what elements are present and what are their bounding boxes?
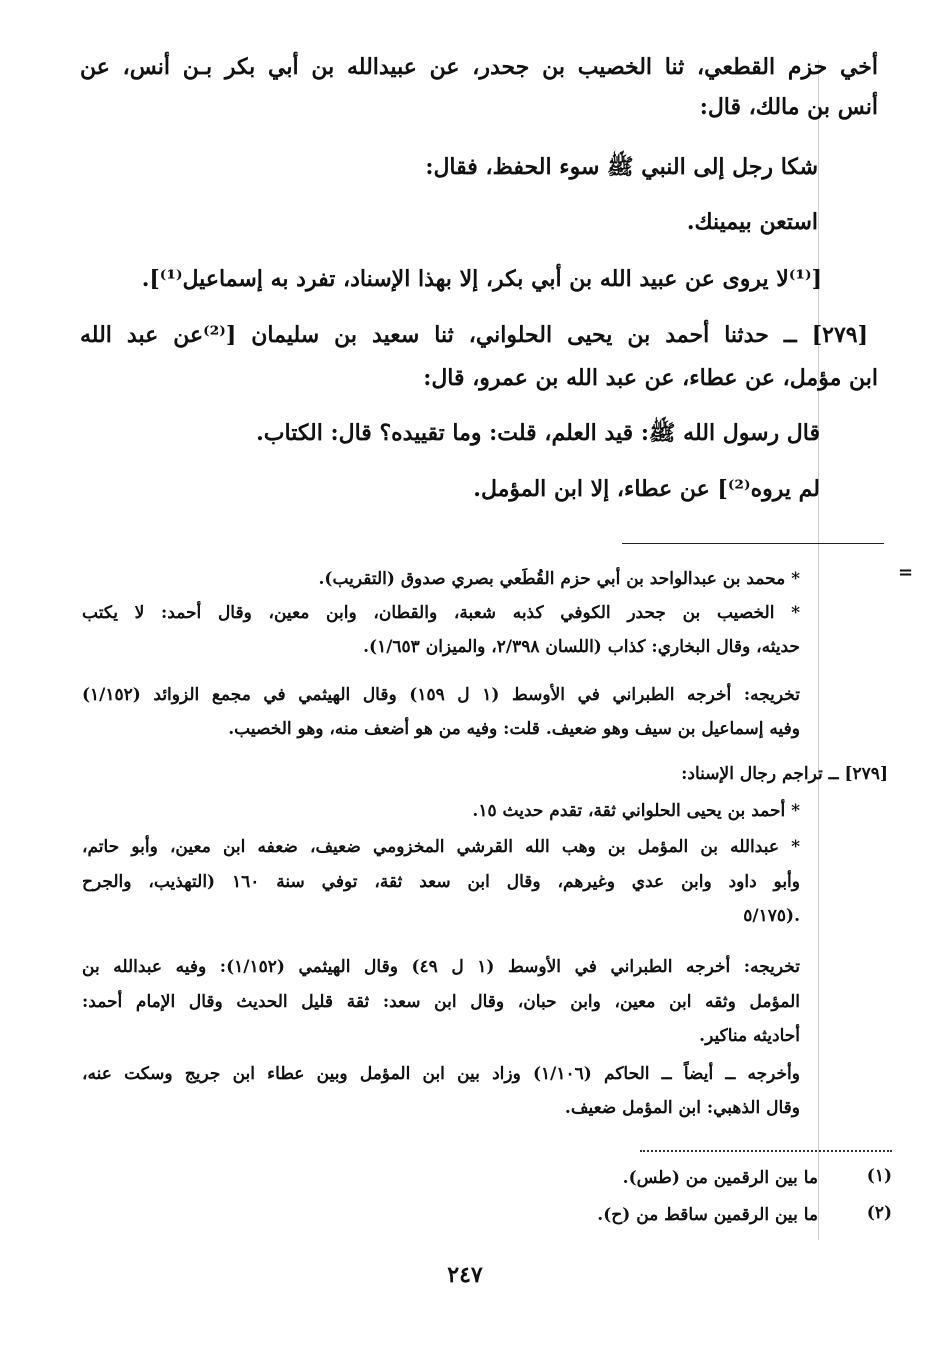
commentary-line-10: ٥/١٧٥). — [743, 906, 800, 926]
commentary-line-9: وأبو داود وابن عدي وغيرهم، وقال ابن سعد ثقة، توفي سنة ١٦٠ (التهذيب، والجرح — [82, 872, 800, 892]
commentary-line-2: * الخصيب بن جحدر الكوفي كذبه شعبة، والقطان، وابن معين، وقال أحمد: لا يكتب — [82, 603, 800, 623]
commentary-line-14: وأخرجه ــ أيضاً ــ الحاكم (١/١٠٦) وزاد بين ابن المؤمل وبين عطاء ابن جريج وسكت عنه، — [82, 1064, 800, 1084]
commentary-line-3: حديثه، وقال البخاري: كذاب (اللسان ٢/٣٩٨، والميزان ١/٦٥٣). — [363, 637, 800, 657]
page-number: ٢٤٧ — [447, 1262, 483, 1288]
main-line-7: ابن مؤمل، عن عطاء، عن عبد الله بن عمرو، قال: — [423, 365, 878, 391]
main-line-6: [٢٧٩] ــ حدثنا أحمد بن يحيى الحلواني، ثنا سعيد بن سليمان [⁽²⁾عن عبد الله — [80, 322, 868, 348]
commentary-line-7: * أحمد بن يحيى الحلواني ثقة، تقدم حديث ١٥. — [472, 801, 800, 821]
commentary-line-11: تخريجه: أخرجه الطبراني في الأوسط (١ ل ٤٩) وقال الهيثمي (١/١٥٢): وفيه عبدالله بن — [82, 957, 800, 977]
commentary-line-12: المؤمل وثقه ابن معين، وابن حبان، وقال ابن سعد: ثقة قليل الحديث وقال الإمام أحمد: — [82, 992, 800, 1012]
main-line-2: أنس بن مالك، قال: — [699, 94, 878, 120]
commentary-line-13: أحاديثه مناكير. — [699, 1026, 800, 1046]
footnote-2-text: ما بين الرقمين ساقط من (ح). — [597, 1205, 818, 1225]
main-line-3: شكا رجل إلى النبي ﷺ سوء الحفظ، فقال: — [425, 154, 818, 180]
commentary-line-15: وقال الذهبي: ابن المؤمل ضعيف. — [564, 1098, 800, 1118]
main-line-8: قال رسول الله ﷺ: قيد العلم، قلت: وما تقييده؟ قال: الكتاب. — [256, 420, 820, 446]
footnote-dotted-rule — [640, 1150, 892, 1152]
main-line-9: لم يروه⁽²⁾] عن عطاء، إلا ابن المؤمل. — [473, 476, 820, 502]
footnote-1-text: ما بين الرقمين من (طس). — [622, 1168, 818, 1188]
equals-margin-mark: = — [898, 562, 914, 583]
commentary-line-1: * محمد بن عبدالواحد بن أبي حزم القُطَعي بصري صدوق (التقريب). — [318, 569, 800, 589]
commentary-line-8: * عبدالله بن المؤمل بن وهب الله القرشي المخزومي ضعيف، ضعفه ابن معين، وأبو حاتم، — [82, 837, 800, 857]
scan-fold-line — [818, 60, 819, 1240]
commentary-line-5: وفيه إسماعيل بن سيف وهو ضعيف. قلت: وفيه من هو أضعف منه، وهو الخصيب. — [228, 719, 800, 739]
commentary-line-6: [٢٧٩] ــ تراجم رجال الإسناد: — [681, 764, 888, 784]
footnote-1-number: (١) — [866, 1166, 892, 1186]
main-line-5: [⁽¹⁾لا يروى عن عبيد الله بن أبي بكر، إلا بهذا الإسناد، تفرد به إسماعيل⁽¹⁾]. — [141, 266, 822, 292]
main-line-1: أخي حزم القطعي، ثنا الخصيب بن جحدر، عن عبيدالله بن أبي بكر بـن أنس، عن — [80, 54, 878, 80]
footnote-2-number: (٢) — [866, 1203, 892, 1223]
main-line-4: استعن بيمينك. — [686, 209, 818, 235]
commentary-line-4: تخريجه: أخرجه الطبراني في الأوسط (١ ل ١٥٩) وقال الهيثمي في مجمع الزوائد (١/١٥٢) — [82, 685, 800, 705]
text-separator-rule — [622, 543, 884, 544]
